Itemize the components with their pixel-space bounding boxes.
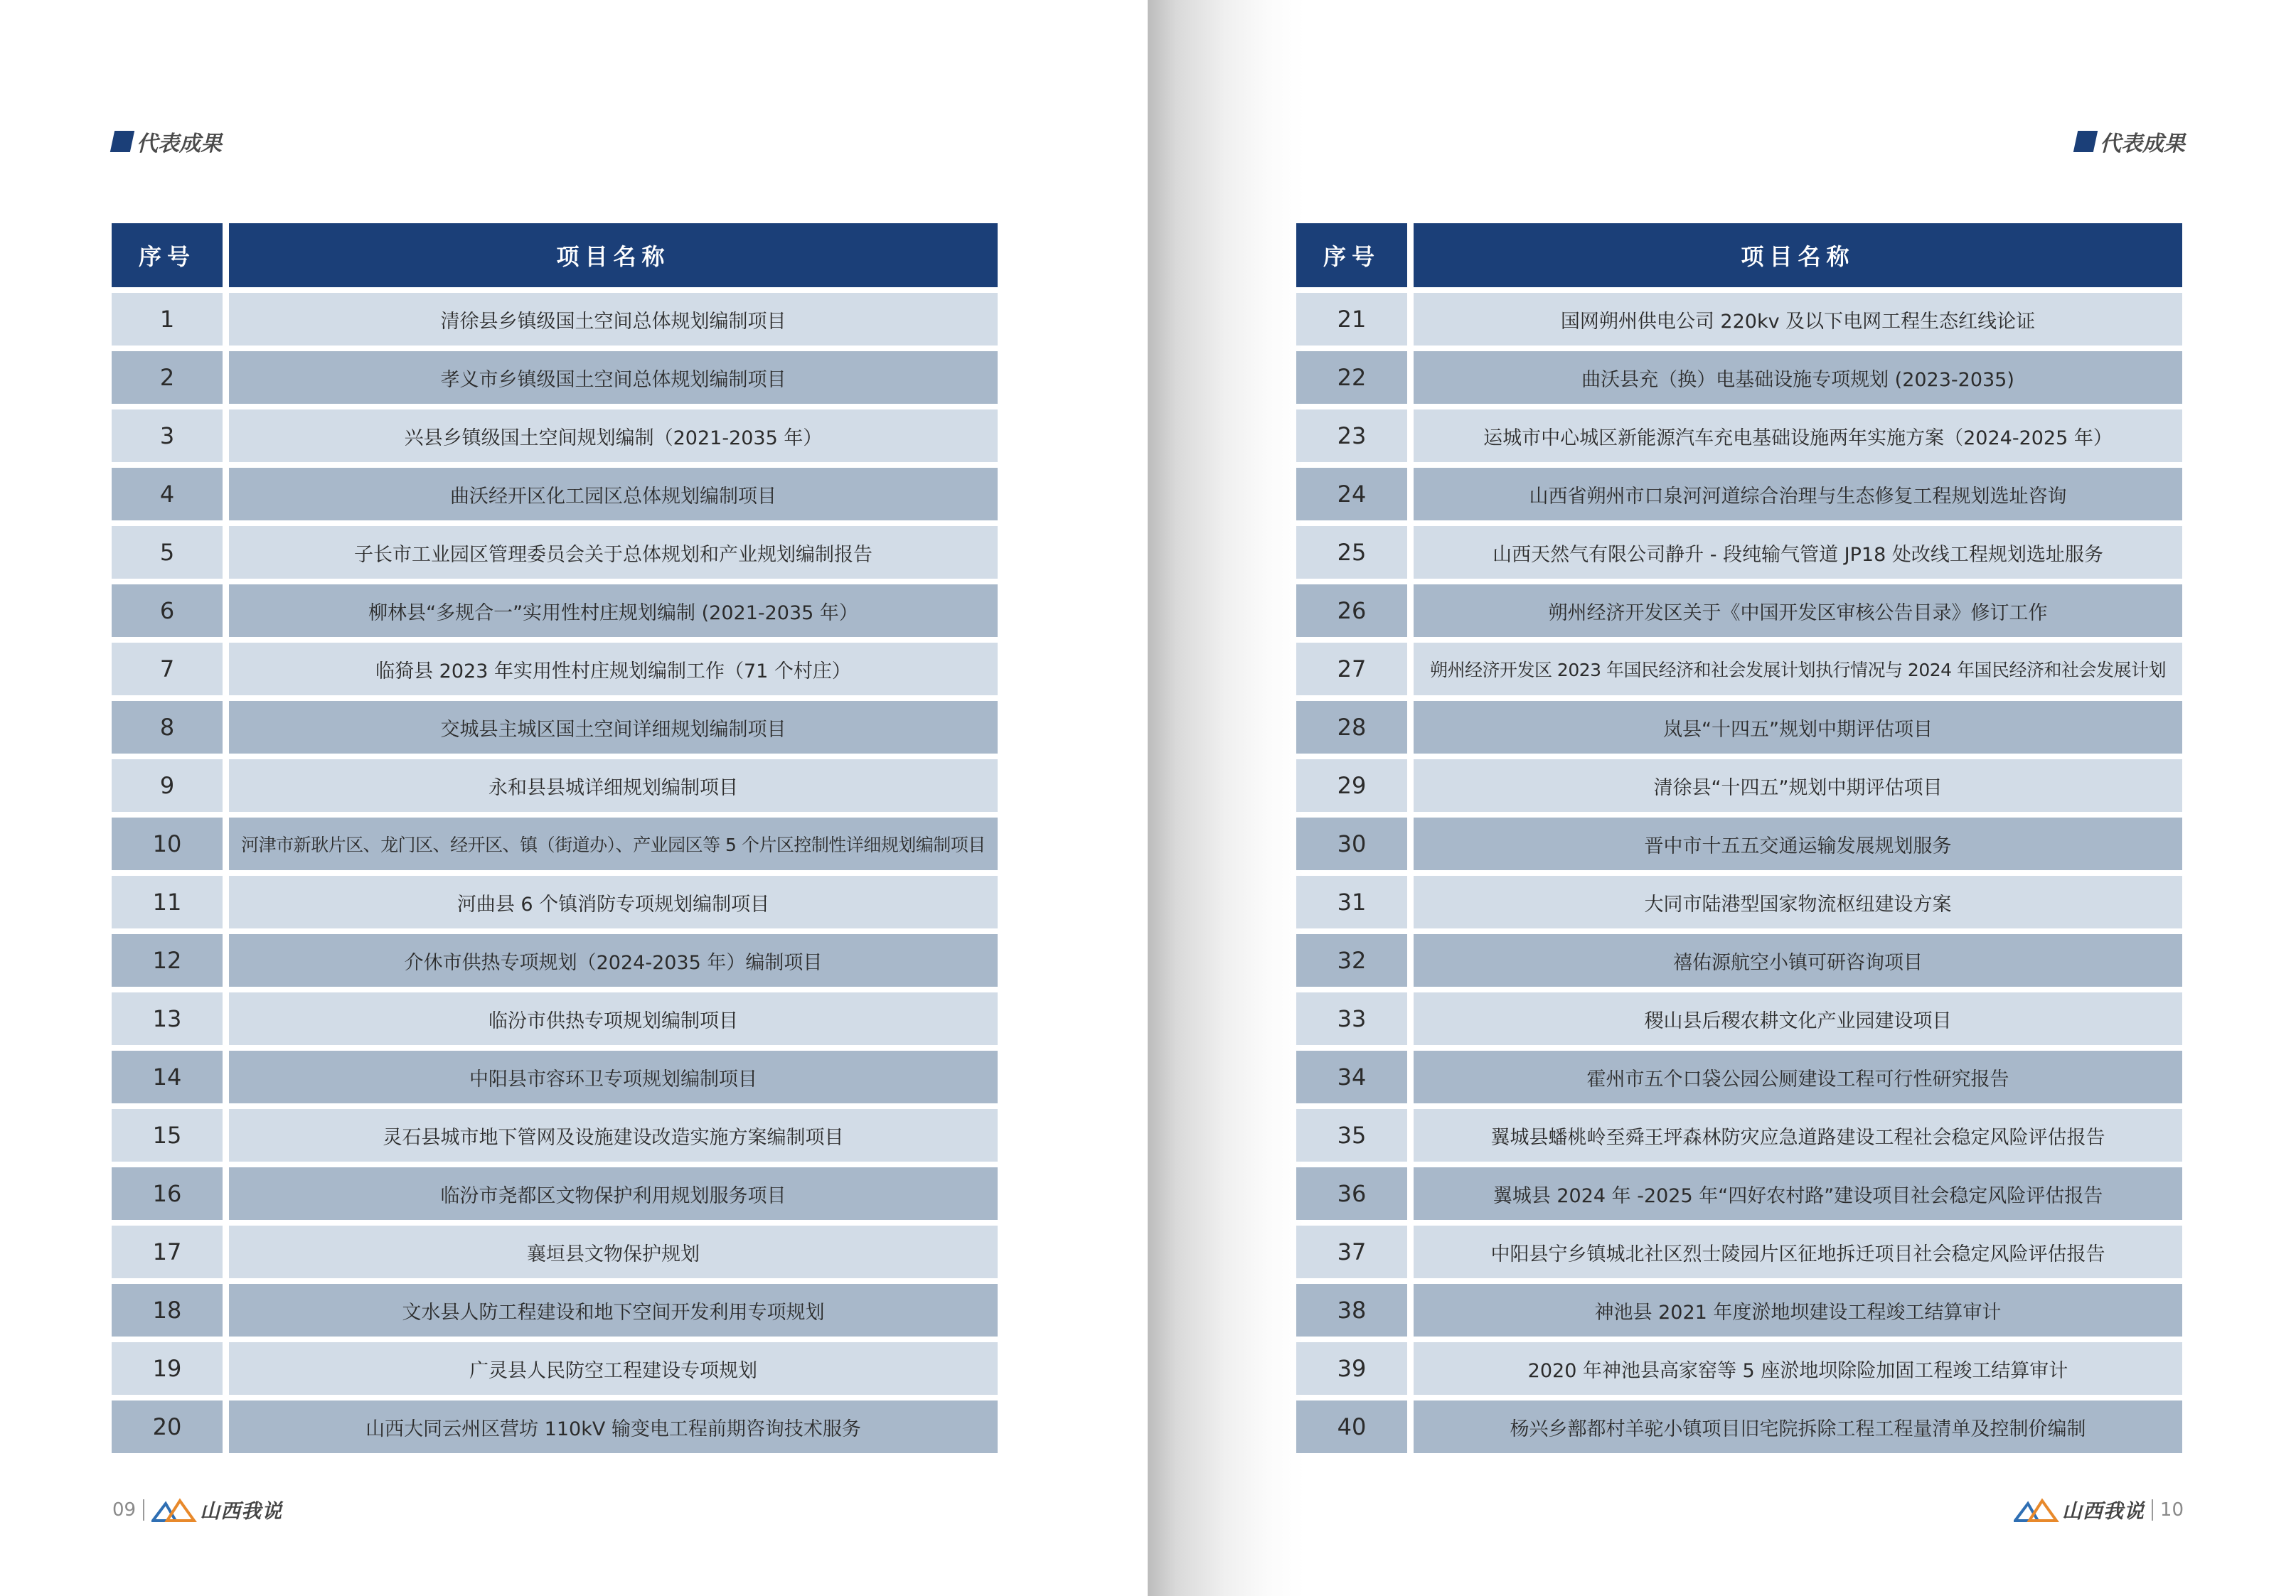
project-name: 清徐县“十四五”规划中期评估项目	[1414, 759, 2182, 812]
row-number: 17	[112, 1226, 223, 1278]
row-number: 9	[112, 759, 223, 812]
table-row	[1296, 468, 2182, 520]
project-name: 清徐县乡镇级国土空间总体规划编制项目	[229, 293, 998, 346]
row-number: 33	[1296, 992, 1407, 1045]
project-name: 山西天然气有限公司静升 - 段纯输气管道 JP18 处改线工程规划选址服务	[1414, 526, 2182, 579]
table-row	[1296, 1167, 2182, 1220]
project-name: 临汾市尧都区文物保护利用规划服务项目	[229, 1167, 998, 1220]
project-name: 大同市陆港型国家物流枢纽建设方案	[1414, 876, 2182, 928]
mountain-logo-icon	[151, 1498, 197, 1522]
project-name: 运城市中心城区新能源汽车充电基础设施两年实施方案（2024-2025 年）	[1414, 409, 2182, 462]
project-name: 永和县县城详细规划编制项目	[229, 759, 998, 812]
row-number: 26	[1296, 584, 1407, 637]
table-row	[112, 1167, 998, 1220]
row-number: 39	[1296, 1342, 1407, 1395]
row-number: 23	[1296, 409, 1407, 462]
table-row	[1296, 818, 2182, 870]
footer-divider	[143, 1499, 144, 1521]
table-body	[112, 293, 998, 1453]
row-number: 12	[112, 934, 223, 987]
row-number: 6	[112, 584, 223, 637]
table-row	[1296, 293, 2182, 346]
project-name: 子长市工业园区管理委员会关于总体规划和产业规划编制报告	[229, 526, 998, 579]
project-name: 河津市新耿片区、龙门区、经开区、镇（街道办）、产业园区等 5 个片区控制性详细规划编制项目	[229, 818, 998, 870]
row-number: 22	[1296, 351, 1407, 404]
table-body	[1296, 293, 2182, 1453]
table-row	[1296, 701, 2182, 754]
table-row	[112, 818, 998, 870]
table-row	[112, 468, 998, 520]
row-number: 5	[112, 526, 223, 579]
page-number: 10	[2159, 1499, 2184, 1521]
row-number: 40	[1296, 1400, 1407, 1453]
project-name: 中阳县市容环卫专项规划编制项目	[229, 1051, 998, 1103]
table-row	[112, 701, 998, 754]
project-name: 山西大同云州区营坊 110kV 输变电工程前期咨询技术服务	[229, 1400, 998, 1453]
row-number: 20	[112, 1400, 223, 1453]
project-name: 交城县主城区国土空间详细规划编制项目	[229, 701, 998, 754]
row-number: 37	[1296, 1226, 1407, 1278]
row-number: 4	[112, 468, 223, 520]
project-name: 中阳县宁乡镇城北社区烈士陵园片区征地拆迁项目社会稳定风险评估报告	[1414, 1226, 2182, 1278]
table-row	[112, 1051, 998, 1103]
header-number: 序号	[1296, 223, 1407, 287]
table-row	[1296, 584, 2182, 637]
project-name: 广灵县人民防空工程建设专项规划	[229, 1342, 998, 1395]
table-row	[112, 1342, 998, 1395]
table-row	[1296, 1051, 2182, 1103]
table-row	[1296, 1226, 2182, 1278]
table-row	[112, 526, 998, 579]
table-row	[1296, 992, 2182, 1045]
project-name: 禧佑源航空小镇可研咨询项目	[1414, 934, 2182, 987]
row-number: 13	[112, 992, 223, 1045]
section-title-text: 代表成果	[137, 132, 222, 156]
row-number: 16	[112, 1167, 223, 1220]
table-row	[112, 934, 998, 987]
row-number: 32	[1296, 934, 1407, 987]
project-name: 岚县“十四五”规划中期评估项目	[1414, 701, 2182, 754]
logo-text: 山西我说	[2061, 1499, 2145, 1523]
table-row	[1296, 1400, 2182, 1453]
project-name: 翼城县蟠桃岭至舜王坪森林防灾应急道路建设工程社会稳定风险评估报告	[1414, 1109, 2182, 1162]
project-name: 临汾市供热专项规划编制项目	[229, 992, 998, 1045]
project-name: 朔州经济开发区 2023 年国民经济和社会发展计划执行情况与 2024 年国民经济和社会发展计划	[1414, 643, 2182, 695]
table-row	[112, 409, 998, 462]
row-number: 8	[112, 701, 223, 754]
row-number: 21	[1296, 293, 1407, 346]
table-row	[112, 876, 998, 928]
project-name: 灵石县城市地下管网及设施建设改造实施方案编制项目	[229, 1109, 998, 1162]
row-number: 18	[112, 1284, 223, 1337]
header-number: 序号	[112, 223, 223, 287]
project-name: 孝义市乡镇级国土空间总体规划编制项目	[229, 351, 998, 404]
project-name: 晋中市十五五交通运输发展规划服务	[1414, 818, 2182, 870]
table-row	[1296, 351, 2182, 404]
project-name: 霍州市五个口袋公园公厕建设工程可行性研究报告	[1414, 1051, 2182, 1103]
section-marker-icon	[110, 131, 134, 152]
table-row	[1296, 526, 2182, 579]
row-number: 36	[1296, 1167, 1407, 1220]
project-name: 神池县 2021 年度淤地坝建设工程竣工结算审计	[1414, 1284, 2182, 1337]
header-project-name: 项目名称	[229, 223, 998, 287]
table-row	[112, 1226, 998, 1278]
row-number: 35	[1296, 1109, 1407, 1162]
row-number: 24	[1296, 468, 1407, 520]
row-number: 14	[112, 1051, 223, 1103]
projects-table-right	[1290, 218, 2189, 1459]
project-name: 朔州经济开发区关于《中国开发区审核公告目录》修订工作	[1414, 584, 2182, 637]
row-number: 15	[112, 1109, 223, 1162]
row-number: 27	[1296, 643, 1407, 695]
project-name: 河曲县 6 个镇消防专项规划编制项目	[229, 876, 998, 928]
brand-logo	[151, 1496, 282, 1524]
table-row	[1296, 759, 2182, 812]
row-number: 34	[1296, 1051, 1407, 1103]
row-number: 31	[1296, 876, 1407, 928]
project-name: 曲沃经开区化工园区总体规划编制项目	[229, 468, 998, 520]
project-name: 2020 年神池县高家窑等 5 座淤地坝除险加固工程竣工结算审计	[1414, 1342, 2182, 1395]
footer-divider	[2152, 1499, 2153, 1521]
section-title-text: 代表成果	[2100, 132, 2185, 156]
project-name: 曲沃县充（换）电基础设施专项规划 (2023-2035)	[1414, 351, 2182, 404]
right-page	[1148, 0, 2296, 1596]
table-row	[1296, 876, 2182, 928]
row-number: 11	[112, 876, 223, 928]
table-row	[1296, 409, 2182, 462]
row-number: 1	[112, 293, 223, 346]
table-row	[112, 1284, 998, 1337]
page-number: 09	[112, 1499, 137, 1521]
table-row	[112, 351, 998, 404]
project-name: 介休市供热专项规划（2024-2035 年）编制项目	[229, 934, 998, 987]
row-number: 30	[1296, 818, 1407, 870]
project-name: 稷山县后稷农耕文化产业园建设项目	[1414, 992, 2182, 1045]
project-name: 国网朔州供电公司 220kv 及以下电网工程生态红线论证	[1414, 293, 2182, 346]
row-number: 38	[1296, 1284, 1407, 1337]
table-row	[1296, 1284, 2182, 1337]
project-name: 翼城县 2024 年 -2025 年“四好农村路”建设项目社会稳定风险评估报告	[1414, 1167, 2182, 1220]
row-number: 25	[1296, 526, 1407, 579]
section-title	[112, 127, 222, 156]
table-row	[1296, 934, 2182, 987]
page-footer	[2014, 1496, 2184, 1524]
project-name: 山西省朔州市口泉河河道综合治理与生态修复工程规划选址咨询	[1414, 468, 2182, 520]
section-title	[2076, 127, 2185, 156]
mountain-logo-icon	[2014, 1498, 2059, 1522]
table-row	[112, 1109, 998, 1162]
row-number: 10	[112, 818, 223, 870]
project-name: 文水县人防工程建设和地下空间开发利用专项规划	[229, 1284, 998, 1337]
table-row	[112, 293, 998, 346]
project-name: 柳林县“多规合一”实用性村庄规划编制 (2021-2035 年）	[229, 584, 998, 637]
section-marker-icon	[2073, 131, 2098, 152]
row-number: 2	[112, 351, 223, 404]
project-name: 杨兴乡鄯都村羊驼小镇项目旧宅院拆除工程工程量清单及控制价编制	[1414, 1400, 2182, 1453]
brand-logo	[2014, 1496, 2145, 1524]
project-name: 襄垣县文物保护规划	[229, 1226, 998, 1278]
header-project-name: 项目名称	[1414, 223, 2182, 287]
row-number: 28	[1296, 701, 1407, 754]
page-footer	[112, 1496, 282, 1524]
table-row	[112, 992, 998, 1045]
table-row	[1296, 1342, 2182, 1395]
table-row	[112, 759, 998, 812]
table-row	[112, 584, 998, 637]
row-number: 3	[112, 409, 223, 462]
logo-text: 山西我说	[200, 1499, 283, 1523]
project-name: 临猗县 2023 年实用性村庄规划编制工作（71 个村庄）	[229, 643, 998, 695]
table-row	[112, 643, 998, 695]
table-row	[112, 1400, 998, 1453]
project-name: 兴县乡镇级国土空间规划编制（2021-2035 年）	[229, 409, 998, 462]
table-row	[1296, 1109, 2182, 1162]
projects-table-left	[105, 218, 1004, 1459]
row-number: 29	[1296, 759, 1407, 812]
table-row	[1296, 643, 2182, 695]
row-number: 19	[112, 1342, 223, 1395]
row-number: 7	[112, 643, 223, 695]
